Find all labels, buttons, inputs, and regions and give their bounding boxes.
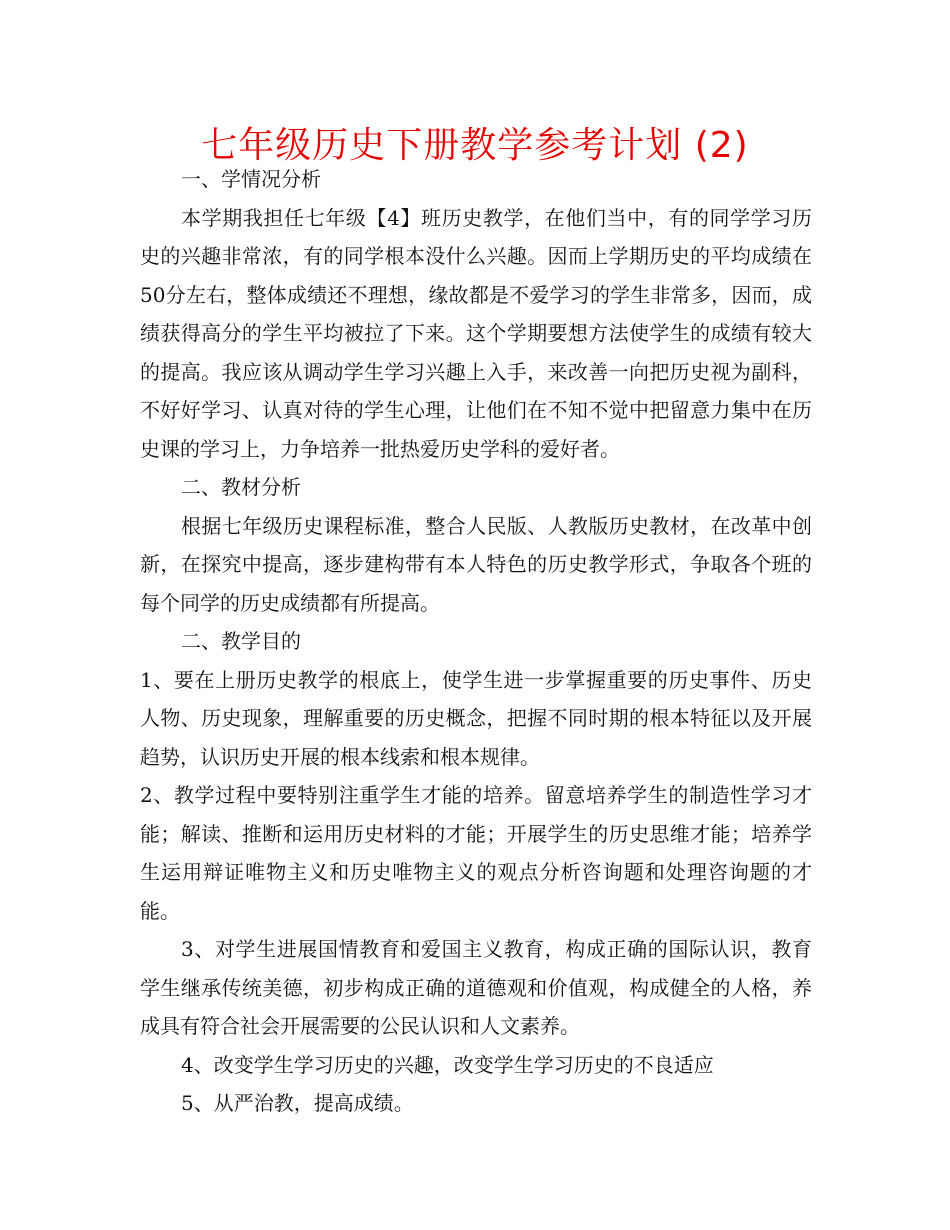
section-heading-student-analysis: 一、学情况分析 [181, 167, 321, 191]
goal-item-3: 3、对学生进展国情教育和爱国主义教育，构成正确的国际认识，教育学生继承传统美德，初步构成正确的道德观和价值观，构成健全的人格，养成具有符合社会开展需要的公民认识和人文素养。 [140, 937, 812, 1038]
goal-item-4: 4、改变学生学习历史的兴趣，改变学生学习历史的不良适应 [181, 1052, 714, 1077]
goal-item-1: 1、要在上册历史教学的根底上，使学生进一步掌握重要的历史事件、历史人物、历史现象，理解重要的历史概念，把握不同时期的根本特征以及开展趋势，认识历史开展的根本线索和根本规律。 [140, 667, 812, 769]
section-heading-textbook-analysis: 二、教材分析 [181, 475, 301, 499]
goal-item-2: 2、教学过程中要特别注重学生才能的培养。留意培养学生的制造性学习才能；解读、推断和运用历史材料的才能；开展学生的历史思维才能；培养学生运用辩证唯物主义和历史唯物主义的观点分析咨询题和处理咨询题的才能。 [140, 783, 812, 923]
paragraph-textbook-analysis: 根据七年级历史课程标准，整合人民版、人教版历史教材，在改革中创新，在探究中提高，逐步建构带有本人特色的历史教学形式，争取各个班的每个同学的历史成绩都有所提高。 [140, 513, 812, 615]
document-title: 七年级历史下册教学参考计划 (2) [201, 125, 749, 166]
section-heading-teaching-goals: 二、教学目的 [181, 629, 301, 653]
document-body [140, 160, 812, 1123]
goal-item-5: 5、从严治教，提高成绩。 [181, 1091, 414, 1115]
paragraph-student-analysis: 本学期我担任七年级【4】班历史教学，在他们当中，有的同学学习历史的兴趣非常浓，有的同学根本没什么兴趣。因而上学期历史的平均成绩在50分左右，整体成绩还不理想，缘故都是不爱学习的学生非常多，因而，成绩获得高分的学生平均被拉了下来。这个学期要想方法使学生的成绩有较大的提高。我应该从调动学生学习兴趣上入手，来改善一向把历史视为副科，不好好学习、认真对待的学生心理，让他们在不知不觉中把留意力集中在历史课的学习上，力争培养一批热爱历史学科的爱好者。 [140, 205, 812, 461]
